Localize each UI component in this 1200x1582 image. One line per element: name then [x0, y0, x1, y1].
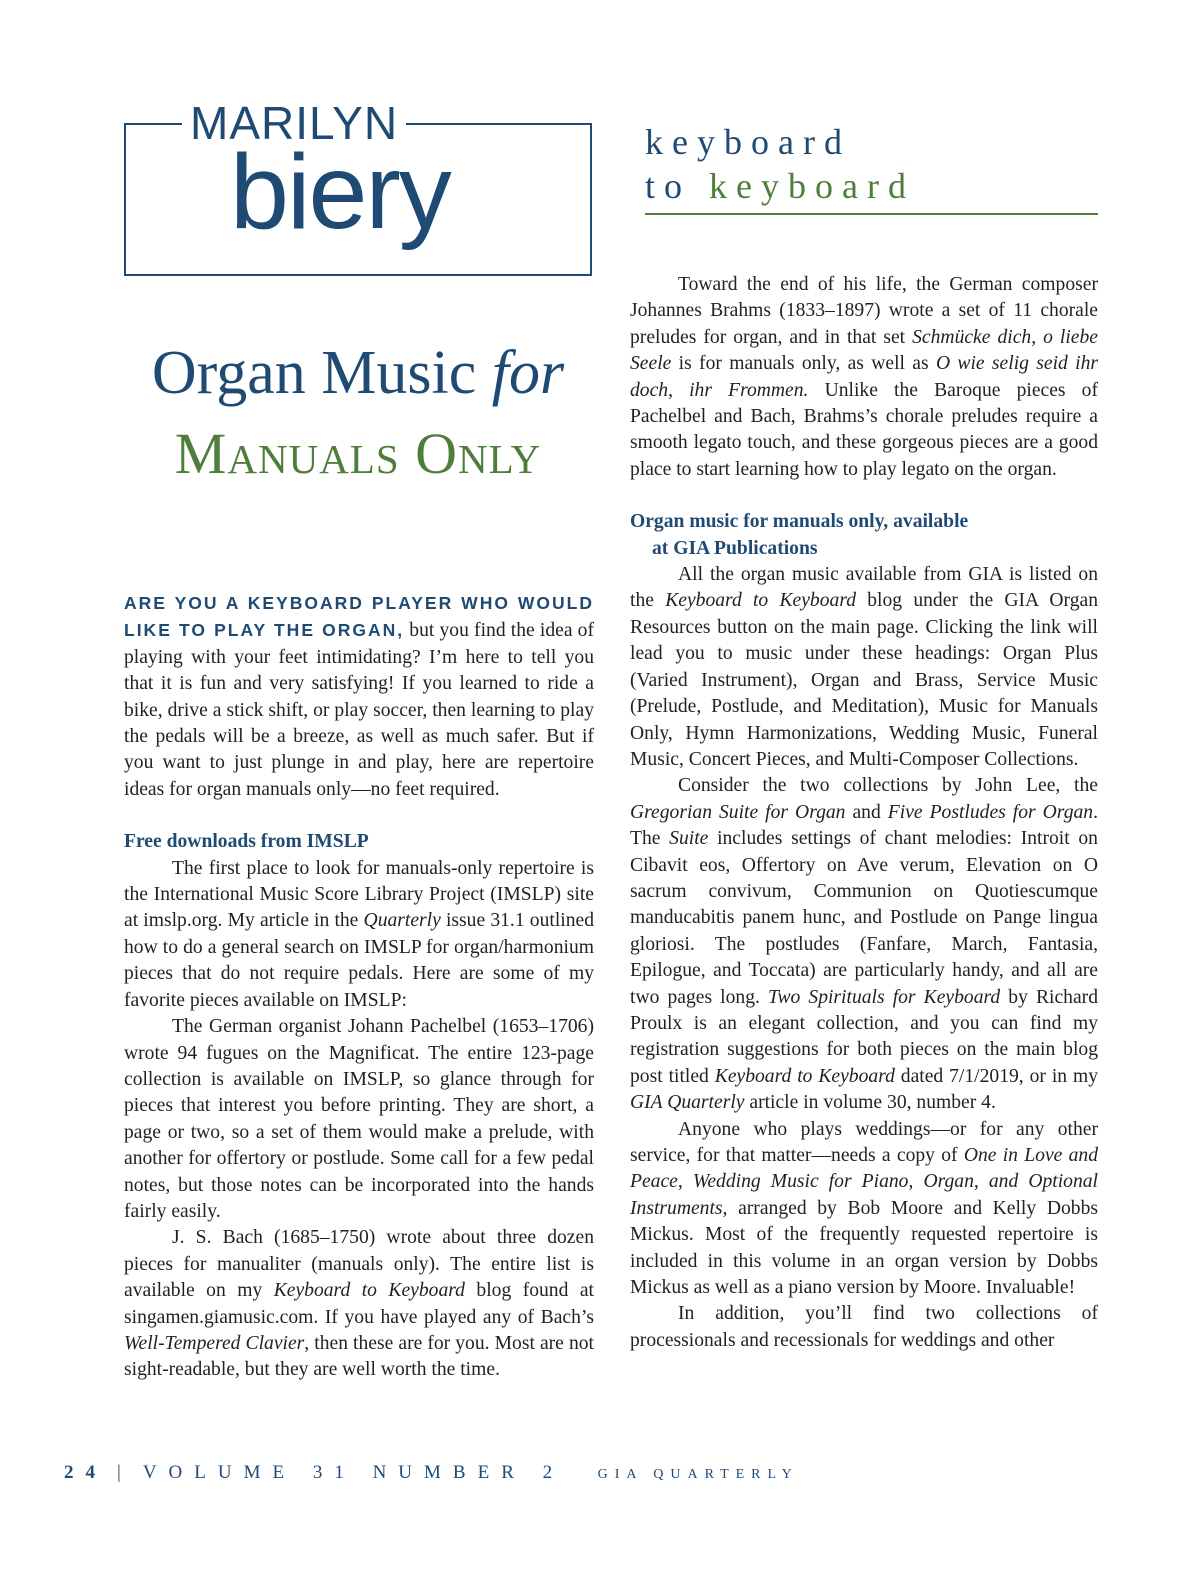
subhead-imslp: Free downloads from IMSLP — [124, 831, 369, 853]
headline-italic: for — [491, 339, 565, 407]
footer-issue: VOLUME 31 NUMBER 2 — [142, 1462, 565, 1483]
headline-main: Organ Music — [151, 339, 477, 407]
paragraph-bach: J. S. Bach (1685–1750) wrote about three dozen pieces for manualiter (manuals only). The entire list is available on my Keyboard to Keyboard blog found at singamen.giamusic.com. If you have played any of Bach’s Well-Tempered Clavier, then these are for you. Most are not sight-readable, but they are well worth the time. — [124, 1227, 594, 1381]
author-last-name: biery — [230, 133, 450, 251]
article-headline — [124, 330, 592, 492]
left-column — [124, 590, 594, 1384]
paragraph-john-lee: Consider the two collections by John Lee, the Gregorian Suite for Organ and Five Postludes for Organ. The Suite includes settings of chant melodies: Introit on Cibavit eos, Offertory on Ave verum, Elevation on O sacrum convivum, Communion on Quotiescumque manducabitis panem hunc, and Postlude on Pange lingua gloriosi. The postludes (Fanfare, March, Fantasia, Epilogue, and Toccata) are particularly handy, and all are two pages long. Two Spirituals for Keyboard by Richard Proulx is an elegant collection, and you can find my registration suggestions for both pieces on the main blog post titled Keyboard to Keyboard dated 7/1/2019, or in my GIA Quarterly article in volume 30, number 4. — [630, 775, 1098, 1114]
lead-caps: ARE YOU A KEYBOARD PLAYER WHO WOULD LIKE TO PLAY THE ORGAN, — [124, 593, 594, 641]
paragraph-weddings: Anyone who plays weddings—or for any other service, for that matter—needs a copy of One in Love and Peace, Wedding Music for Piano, Organ, and Optional Instruments, arranged by Bob Moore and Kelly Dobbs Mickus. Most of the frequently requested repertoire is included in this volume in an organ version by Dobbs Mickus as well as a piano version by Moore. Invaluable! — [630, 1118, 1098, 1299]
headline-line1 — [124, 330, 592, 416]
footer-separator: | — [117, 1462, 133, 1483]
column-title-line1: keyboard — [645, 122, 851, 162]
headline-line2: Manuals Only — [174, 421, 542, 486]
intro-paragraph: ARE YOU A KEYBOARD PLAYER WHO WOULD LIKE TO PLAY THE ORGAN, but you find the idea of playing with your feet intimidating? I’m here to tell you that it is fun and very satisfying! If you learned to ride a bike, drive a stick shift, or play soccer, then learning to play the pedals will be a breeze, as well as much safer. But if you want to just plunge in and play, here are repertoire ideas for organ manuals only—no feet required. — [124, 593, 595, 800]
footer-publication: GIA QUARTERLY — [597, 1467, 799, 1482]
paragraph-gia-list: All the organ music available from GIA is listed on the Keyboard to Keyboard blog under the GIA Organ Resources button on the main page. Clicking the link will lead you to music under these headings: Organ Plus (Varied Instrument), Organ and Brass, Service Music (Prelude, Postlude, and Meditation), Music for Manuals Only, Hymn Harmonizations, Wedding Music, Funeral Music, Concert Pieces, and Multi-Composer Collections. — [630, 564, 1098, 770]
column-title-line2-b: keyboard — [709, 166, 915, 206]
page-footer — [64, 1462, 799, 1484]
column-title-rule — [645, 213, 1098, 215]
right-column — [630, 272, 1098, 1354]
column-title — [645, 120, 1105, 208]
paragraph-pachelbel: The German organist Johann Pachelbel (1653–1706) wrote 94 fugues on the Magnificat. The entire 123-page collection is available on IMSLP, so glance through for pieces that interest you before printing. They are short, a page or two, so a set of them would make a prelude, with another for offertory or postlude. Some call for a few pedal notes, but those notes can be incorporated into the hands fairly easily. — [124, 1016, 594, 1222]
paragraph-brahms: Toward the end of his life, the German composer Johannes Brahms (1833–1897) wrote a set of 11 chorale preludes for organ, and in that set Schmücke dich, o liebe Seele is for manuals only, as well as O wie selig seid ihr doch, ihr Frommen. Unlike the Baroque pieces of Pachelbel and Bach, Brahms’s chorale preludes require a smooth legato touch, and these gorgeous pieces are a good place to start learning how to play legato on the organ. — [630, 274, 1098, 480]
column-title-line2-a: to — [645, 166, 692, 206]
page-number: 24 — [64, 1462, 107, 1483]
subhead-gia: Organ music for manuals only, available at GIA Publications — [630, 511, 969, 559]
paragraph-processionals: In addition, you’ll find two collections of processionals and recessionals for weddings and other — [630, 1303, 1098, 1351]
paragraph-imslp: The first place to look for manuals-only repertoire is the International Music Score Library Project (IMSLP) site at imslp.org. My article in the Quarterly issue 31.1 outlined how to do a general search on IMSLP for organ/harmonium pieces that do not require pedals. Here are some of my favorite pieces available on IMSLP: — [124, 857, 594, 1011]
author-first-name: MARILYN — [182, 96, 406, 150]
